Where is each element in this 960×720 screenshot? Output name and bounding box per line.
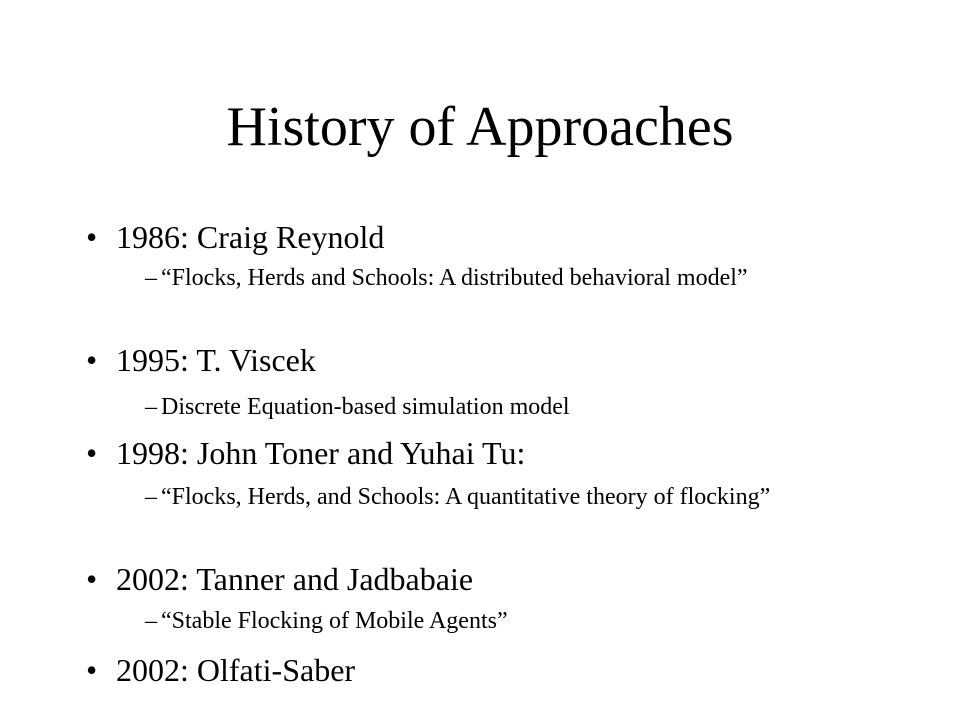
sub-bullet-item [145, 606, 865, 636]
bullet-text: 2002: Tanner and Jadbabaie [116, 561, 474, 597]
bullet-dot: • [86, 435, 98, 471]
sub-bullet-item [145, 482, 865, 512]
sub-bullet-dash: – [145, 608, 157, 634]
sub-bullet-text: “Flocks, Herds, and Schools: A quantitative theory of flocking” [161, 484, 771, 510]
bullet-text: 1986: Craig Reynold [116, 219, 385, 255]
sub-bullet-dash: – [145, 394, 157, 420]
bullet-text: 2002: Olfati-Saber [116, 652, 356, 688]
slide-title: History of Approaches [226, 96, 734, 158]
bullet-text: 1998: John Toner and Yuhai Tu: [116, 435, 526, 471]
sub-bullet-text: “Stable Flocking of Mobile Agents” [161, 608, 508, 634]
bullet-text: 1995: T. Viscek [116, 342, 316, 378]
sub-bullet-dash: – [145, 265, 157, 291]
sub-bullet-text: “Flocks, Herds and Schools: A distributed behavioral model” [161, 265, 748, 291]
bullet-dot: • [86, 219, 98, 255]
sub-bullet-item [145, 263, 865, 293]
sub-bullet-item [145, 392, 865, 422]
bullet-dot: • [86, 561, 98, 597]
sub-bullet-dash: – [145, 484, 157, 510]
sub-bullet-text: Discrete Equation-based simulation model [161, 394, 570, 420]
bullet-dot: • [86, 342, 98, 378]
bullet-dot: • [86, 652, 98, 688]
